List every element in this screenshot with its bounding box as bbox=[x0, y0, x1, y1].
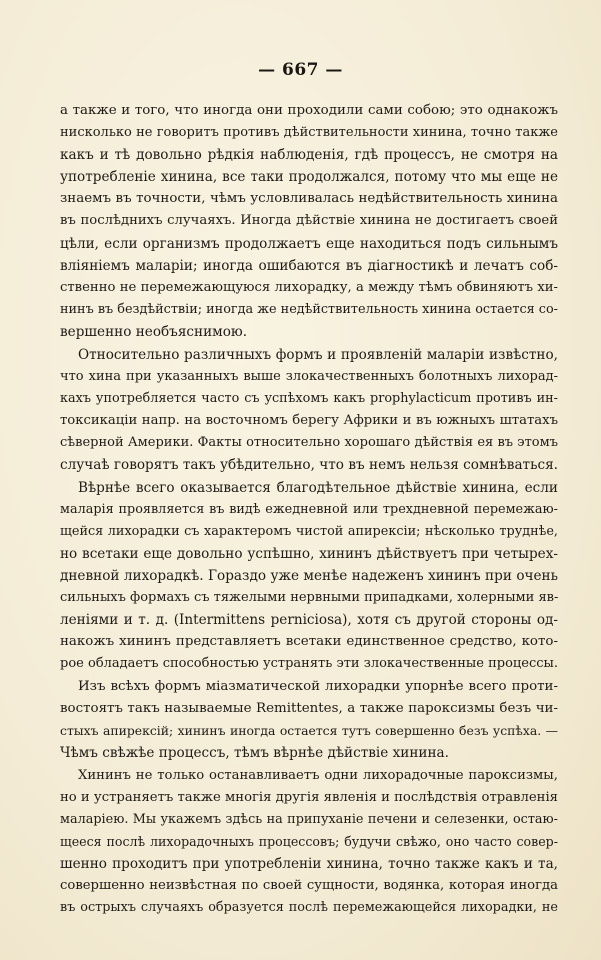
text-line: Вѣрнѣе всего оказывается благодѣтельное дѣйствіе хинина, если bbox=[78, 479, 558, 496]
text-line: Относительно различныхъ формъ и проявленій маларіи извѣстно, bbox=[78, 346, 558, 363]
text-line: вершенно необъяснимою. bbox=[60, 323, 248, 340]
text-line: леніями и т. д. (Intermittens perniciosa), хотя съ другой стороны од- bbox=[60, 612, 558, 629]
text-line: ственно не перемежающуюся лихорадку, а между тѣмъ обвиняютъ хи- bbox=[60, 279, 558, 295]
text-line: совершенно неизвѣстная по своей сущности, водянка, которая иногда bbox=[60, 878, 558, 894]
paragraph-5 bbox=[60, 765, 558, 920]
text-line: но всетаки еще довольно успѣшно, хининъ дѣйствуетъ при четырех- bbox=[60, 545, 558, 562]
text-line: востоятъ такъ называемые Remittentes, а также пароксизмы безъ чи- bbox=[60, 701, 558, 717]
text-line: маларіею. Мы укажемъ здѣсь на припуханіе печени и селезенки, остаю- bbox=[60, 812, 558, 827]
paragraph-3 bbox=[60, 477, 558, 676]
text-line: употребленіе хинина, все таки продолжался, потому что мы еще не bbox=[60, 169, 558, 186]
text-line: щееся послѣ лихорадочныхъ процессовъ; будучи свѣжо, оно часто совер- bbox=[60, 834, 558, 850]
text-line: цѣли, если организмъ продолжаетъ еще находиться подъ сильнымъ bbox=[60, 235, 558, 252]
text-line: сѣверной Америки. Факты относительно хорошаго дѣйствія ея въ этомъ bbox=[60, 434, 558, 450]
text-line: токсикаціи напр. на восточномъ берегу Африки и въ южныхъ штатахъ bbox=[60, 412, 558, 428]
text-line: маларія проявляется въ видѣ ежедневной или трехдневной перемежаю- bbox=[60, 501, 558, 517]
paragraph-4 bbox=[60, 676, 558, 764]
paragraph-1 bbox=[60, 100, 558, 343]
text-line: что хина при указанныхъ выше злокачественныхъ болотныхъ лихорад- bbox=[60, 368, 558, 384]
text-line: въ острыхъ случаяхъ образуется послѣ перемежающейся лихорадки, не bbox=[60, 900, 558, 916]
text-line: вліяніемъ маларіи; иногда ошибаются въ діагностикѣ и лечатъ соб- bbox=[60, 257, 558, 274]
text-line: случаѣ говорятъ такъ убѣдительно, что въ немъ нельзя сомнѣваться. bbox=[60, 457, 558, 473]
text-line: кахъ употребляется часто съ успѣхомъ какъ prophylacticum противъ ин- bbox=[60, 390, 558, 406]
text-line: какъ и тѣ довольно рѣдкія наблюденія, гдѣ процессъ, не смотря на bbox=[60, 147, 558, 164]
text-line: стыхъ апирексій; хининъ иногда остается тутъ совершенно безъ успѣха. — bbox=[60, 723, 558, 739]
text-line: щейся лихорадки съ характеромъ чистой апирексіи; нѣсколько труднѣе, bbox=[60, 523, 558, 539]
text-line: знаемъ въ точности, чѣмъ условливалась недѣйствительность хинина bbox=[60, 191, 558, 207]
text-line: а также и того, что иногда они проходили сами собою; это однакожъ bbox=[60, 103, 558, 118]
text-line: накожъ хининъ представляетъ всетаки единственное средство, кото- bbox=[60, 634, 558, 650]
text-line: дневной лихорадкѣ. Гораздо уже менѣе надеженъ хининъ при очень bbox=[60, 567, 558, 584]
paragraph-2 bbox=[60, 344, 558, 477]
text-line: нинъ въ бездѣйствіи; иногда же недѣйствительность хинина остается со- bbox=[60, 301, 558, 317]
text-line: рое обладаетъ способностью устранять эти злокачественные процессы. bbox=[60, 656, 558, 672]
text-line: но и устраняетъ также многія другія явленія и послѣдствія отравленія bbox=[60, 789, 558, 805]
text-line: Чѣмъ свѣжѣе процессъ, тѣмъ вѣрнѣе дѣйствіе хинина. bbox=[60, 745, 449, 762]
text-line: въ послѣднихъ случаяхъ. Иногда дѣйствіе хинина не достигаетъ своей bbox=[60, 213, 558, 229]
text-line: нисколько не говоритъ противъ дѣйствительности хинина, точно также bbox=[60, 125, 558, 141]
page-number: — 667 — bbox=[258, 60, 343, 80]
text-line: сильныхъ формахъ съ тяжелыми нервными припадками, холерными яв- bbox=[60, 590, 559, 606]
text-line: Хининъ не только останавливаетъ одни лихорадочные пароксизмы, bbox=[78, 767, 558, 783]
text-line: Изъ всѣхъ формъ міазматической лихорадки упорнѣе всего проти- bbox=[78, 678, 558, 694]
text-line: шенно проходитъ при употребленіи хинина, точно также какъ и та, bbox=[60, 856, 558, 873]
body-text bbox=[60, 100, 558, 919]
